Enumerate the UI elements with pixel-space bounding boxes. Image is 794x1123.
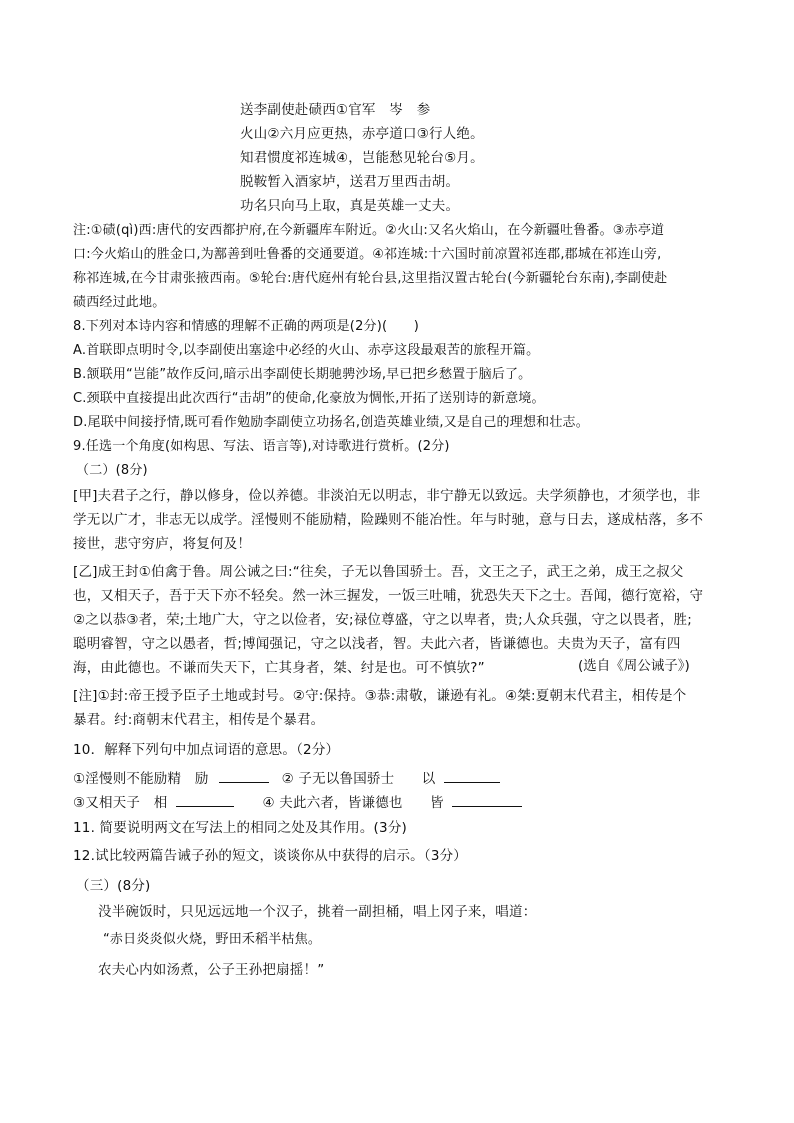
question-10-item-4: ④ 夫此六者，皆谦德也 皆 — [262, 795, 444, 811]
answer-blank-3[interactable] — [176, 792, 234, 807]
poem-note: 注:①碛(qì)西:唐代的安西都护府,在今新疆库车附近。②火山:又名火焰山，在今新疆吐鲁番。③赤亭道 — [73, 223, 665, 238]
question-9: 9.任选一个角度(如构思、写法、语言等),对诗歌进行赏析。(2分) — [73, 439, 450, 454]
question-8-option-c: C.颈联中直接提出此次西行“击胡”的使命,化豪放为惆怅,开拓了送别诗的新意境。 — [73, 391, 545, 406]
passage-jia-line: 学无以广才，非志无以成学。淫慢则不能励精，险躁则不能冶性。年与时驰，意与日去，遂成枯落，多不 — [73, 512, 704, 528]
poem-note: 口:今火焰山的胜金口,为鄯善到吐鲁番的交通要道。④祁连城:十六国时前凉置祁连郡,郡城在祁连山旁, — [73, 247, 662, 262]
question-8-option-d: D.尾联中间接抒情,既可看作勉励李副使立功扬名,创造英雄业绩,又是自己的理想和壮志。 — [73, 415, 589, 430]
poem-title: 送李副使赴碛西①官军 岑 参 — [240, 102, 431, 118]
poem-note: 称祁连城,在今甘肃张掖西南。⑤轮台:唐代庭州有轮台县,这里指汉置古轮台(今新疆轮台东南),李副使赴 — [73, 271, 668, 286]
passage-yi-line: 聪明睿智，守之以愚者，哲;博闻强记，守之以浅者，智。夫此六者，皆谦德也。夫贵为天子，富有四 — [73, 636, 681, 652]
answer-blank-1[interactable] — [219, 768, 269, 783]
question-10-stem: 10．解释下列句中加点词语的意思。（2分） — [73, 742, 340, 758]
poem-line: 功名只向马上取，真是英雄一丈夫。 — [240, 198, 460, 214]
passage-yi-note: 暴君。纣:商朝末代君主，相传是个暴君。 — [73, 712, 325, 728]
passage-yi-line: [乙]成王封①伯禽于鲁。周公诫之曰:“往矣，子无以鲁国骄士。吾，文王之子，武王之弟，成王之叔父 — [73, 564, 684, 580]
passage-3-line: “赤日炎炎似火烧，野田禾稻半枯焦。 — [103, 932, 322, 947]
passage-yi-note: [注]①封:帝王授予臣子土地或封号。②守:保持。③恭:肃敬，谦逊有礼。④桀:夏朝末代君主，相传是个 — [73, 688, 687, 704]
passage-3-line: 没半碗饭时，只见远远地一个汉子，挑着一副担桶，唱上冈子来，唱道： — [98, 904, 537, 920]
question-10-row-2 — [73, 792, 522, 813]
question-10-item-1: ①淫慢则不能励精 励 — [73, 771, 209, 787]
question-10-item-2: ② 子无以鲁国骄士 以 — [281, 771, 436, 787]
question-8-stem: 8.下列对本诗内容和情感的理解不正确的两项是(2分)( ) — [73, 319, 419, 334]
answer-blank-4[interactable] — [452, 792, 522, 807]
section-3-heading: （三）(8分) — [76, 878, 151, 894]
passage-yi-source: (选自《周公诫子》) — [578, 658, 690, 674]
passage-yi-line: ②之以恭③者，荣;土地广大，守之以俭者，安;禄位尊盛，守之以卑者，贵;人众兵强，守之以畏者，胜; — [73, 612, 692, 628]
answer-blank-2[interactable] — [444, 768, 500, 783]
poem-line: 知君惯度祁连城④，岂能愁见轮台⑤月。 — [240, 150, 484, 166]
passage-3-line: 农夫心内如汤煮，公子王孙把扇摇！” — [98, 962, 325, 978]
question-11: 11. 简要说明两文在写法上的相同之处及其作用。(3分) — [73, 820, 407, 836]
question-10-item-3: ③又相天子 相 — [73, 795, 168, 811]
question-10-row-1 — [73, 768, 500, 789]
passage-yi-line: 海，由此德也。不谦而失天下，亡其身者，桀、纣是也。可不慎欤?” — [73, 660, 485, 676]
section-2-heading: （二）(8分) — [76, 463, 148, 478]
passage-yi-line: 也，又相天子，吾于天下亦不轻矣。然一沐三握发，一饭三吐哺，犹恐失天下之士。吾闻，德行宽裕，守 — [73, 588, 704, 604]
question-8-option-a: A.首联即点明时令,以李副使出塞途中必经的火山、赤亭这段最艰苦的旅程开篇。 — [73, 343, 540, 358]
question-8-option-b: B.颔联用“岂能”故作反问,暗示出李副使长期驰骋沙场,早已把乡愁置于脑后了。 — [73, 367, 532, 382]
poem-line: 脱鞍暂入酒家垆，送君万里西击胡。 — [240, 174, 460, 190]
poem-note: 碛西经过此地。 — [73, 295, 166, 310]
poem-line: 火山②六月应更热，赤亭道口③行人绝。 — [240, 126, 484, 142]
question-12: 12.试比较两篇告诫子孙的短文，谈谈你从中获得的启示。（3分） — [73, 848, 468, 864]
passage-jia-line: [甲]夫君子之行，静以修身，俭以养德。非淡泊无以明志，非宁静无以致远。夫学须静也，才须学也，非 — [73, 488, 701, 504]
passage-jia-line: 接世，悲守穷庐，将复何及！ — [73, 536, 252, 552]
